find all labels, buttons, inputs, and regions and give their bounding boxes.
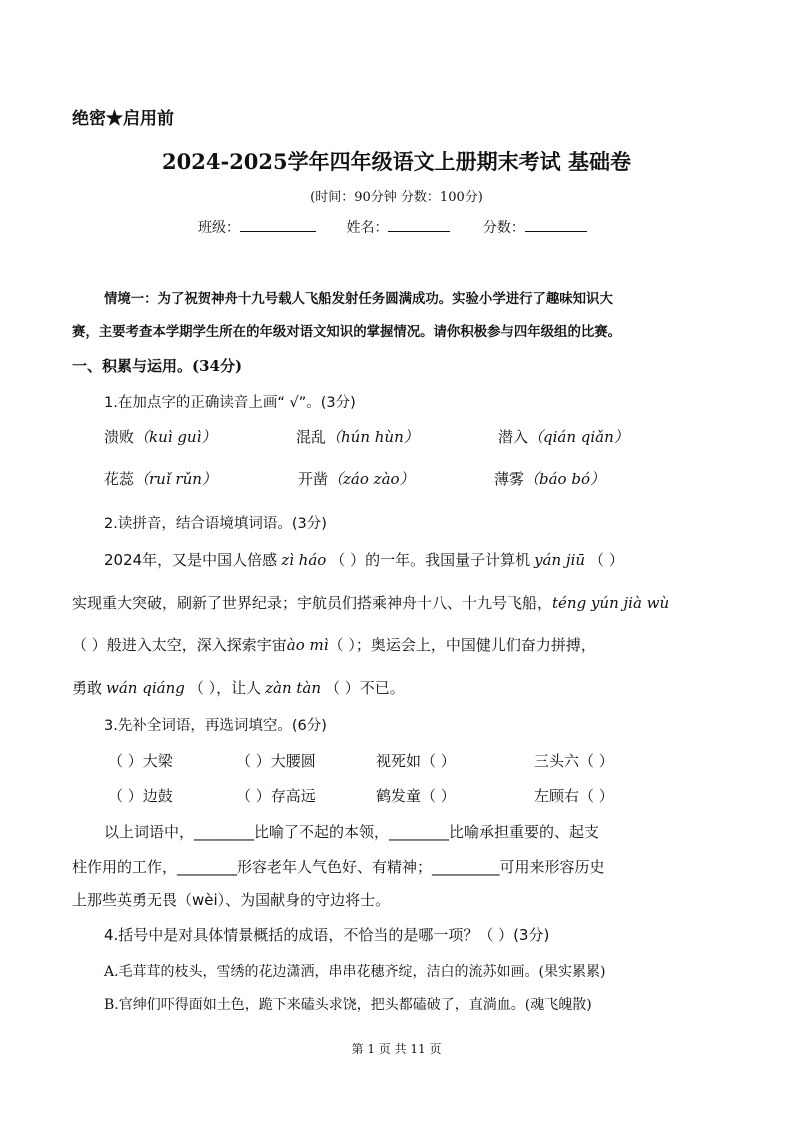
q1-item: 薄雾（báo bó）: [494, 470, 605, 488]
q2-line-4: 勇敢 wán qiáng （ ），让人 zàn tàn （ ）不已。: [72, 679, 405, 697]
section-title: 一、积累与运用。(34分): [72, 357, 243, 375]
q1-item: 溃败（kuì guì）: [104, 428, 217, 446]
score-blank[interactable]: [525, 217, 587, 232]
q3-word: 左顾右（ ）: [534, 787, 614, 805]
info-line: [198, 217, 587, 237]
q3-paragraph-3: 上那些英勇无畏（wèi）、为国献身的守边将士。: [72, 891, 391, 909]
q3-paragraph-2: 柱作用的工作，________形容老年人气色好、有精神；_________可用来形容历史: [72, 858, 605, 876]
scenario-line-2: 赛，主要考查本学期学生所在的年级对语文知识的掌握情况。请你积极参与四年级组的比赛。: [72, 324, 622, 340]
q1-item: 开凿（záo zào）: [298, 470, 415, 488]
q1-item: 混乱（hún hùn）: [296, 428, 419, 446]
q3-word: （ ）大腰圆: [236, 752, 316, 770]
q4-option-a: A.毛茸茸的枝头，雪绣的花边潇洒，串串花穗齐绽，洁白的流苏如画。(果实累累): [104, 964, 606, 980]
score-label: 分数：: [482, 220, 525, 236]
page-title: 2024-2025学年四年级语文上册期末考试 基础卷: [162, 149, 631, 174]
time-info: (时间：90分钟 分数：100分): [310, 190, 483, 205]
q2-line-3: （ ）般进入太空，深入探索宇宙ào mì（ ）；奥运会上，中国健儿们奋力拼搏，: [72, 636, 596, 654]
q3-word: 鹤发童（ ）: [376, 787, 456, 805]
q3-word: （ ）大梁: [108, 752, 173, 770]
q3-prompt: 3.先补全词语，再选词填空。(6分): [104, 718, 327, 734]
q3-word: （ ）存高远: [236, 787, 316, 805]
class-blank[interactable]: [240, 217, 316, 232]
scenario-line-1: 情境一：为了祝贺神舟十九号载人飞船发射任务圆满成功。实验小学进行了趣味知识大: [104, 291, 613, 307]
q2-line-1: 2024年，又是中国人倍感 zì háo （ ）的一年。我国量子计算机 yán jiū （ ）: [104, 551, 624, 569]
q4-prompt: 4.括号中是对具体情景概括的成语，不恰当的是哪一项？（ ）(3分): [104, 926, 550, 944]
name-label: 姓名：: [346, 220, 389, 236]
q1-item: 潜入（qián qiǎn）: [498, 428, 629, 446]
name-blank[interactable]: [388, 217, 450, 232]
secret-label: 绝密★启用前: [72, 109, 174, 129]
q3-word: 三头六（ ）: [534, 752, 614, 770]
q1-prompt: 1.在加点字的正确读音上画“ √”。(3分): [104, 395, 356, 411]
q3-word: （ ）边鼓: [108, 787, 173, 805]
class-label: 班级：: [198, 220, 240, 236]
q2-line-2: 实现重大突破，刷新了世界纪录；宇航员们搭乘神舟十八、十九号飞船，téng yún jià wù: [72, 594, 670, 612]
page-footer: 第 1 页 共 11 页: [351, 1042, 442, 1056]
q3-paragraph-1: 以上词语中，________比喻了不起的本领，________比喻承担重要的、起支: [104, 823, 600, 841]
q3-word: 视死如（ ）: [376, 752, 456, 770]
q4-option-b: B.官绅们吓得面如土色，跪下来磕头求饶，把头都磕破了，直淌血。(魂飞魄散): [104, 997, 592, 1013]
q2-prompt: 2.读拼音，结合语境填词语。(3分): [104, 516, 327, 532]
q1-item: 花蕊（ruǐ rǔn）: [104, 470, 217, 488]
